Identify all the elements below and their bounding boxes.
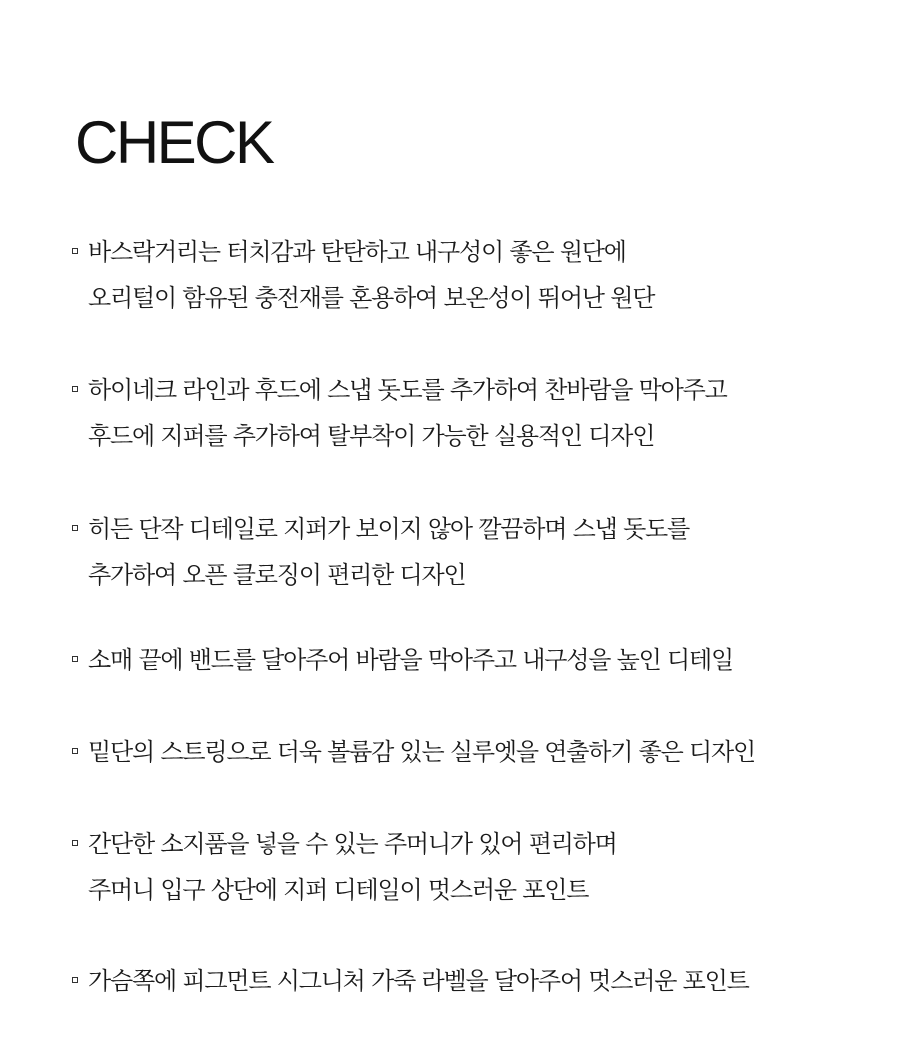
- page-title: CHECK: [75, 109, 273, 176]
- check-line: [72, 421, 872, 467]
- check-line: [72, 737, 872, 783]
- square-bullet-icon: [72, 656, 78, 662]
- check-line: [72, 283, 872, 329]
- check-line: [72, 375, 872, 421]
- square-bullet-icon: [72, 977, 78, 983]
- check-item-5: [72, 737, 872, 783]
- check-line: [72, 237, 872, 283]
- square-bullet-icon: [72, 386, 78, 392]
- check-item-4: [72, 645, 872, 691]
- check-line: [72, 875, 872, 921]
- check-line: [72, 829, 872, 875]
- check-text: 히든 단작 디테일로 지퍼가 보이지 않아 깔끔하며 스냅 돗도를: [88, 515, 690, 543]
- square-bullet-icon: [72, 748, 78, 754]
- check-text: 소매 끝에 밴드를 달아주어 바람을 막아주고 내구성을 높인 디테일: [88, 646, 733, 674]
- check-text: 밑단의 스트링으로 더욱 볼륨감 있는 실루엣을 연출하기 좋은 디자인: [88, 738, 755, 766]
- check-item-7: [72, 966, 872, 1012]
- check-text: 바스락거리는 터치감과 탄탄하고 내구성이 좋은 원단에: [88, 238, 626, 266]
- check-text: 오리털이 함유된 충전재를 혼용하여 보온성이 뛰어난 원단: [88, 284, 655, 312]
- check-text: 하이네크 라인과 후드에 스냅 돗도를 추가하여 찬바람을 막아주고: [88, 376, 727, 404]
- check-item-6: [72, 829, 872, 921]
- check-text: 추가하여 오픈 클로징이 편리한 디자인: [88, 561, 466, 589]
- check-item-1: [72, 237, 872, 329]
- square-bullet-icon: [72, 525, 78, 531]
- check-line: [72, 560, 872, 606]
- check-line: [72, 966, 872, 1012]
- check-text: 후드에 지퍼를 추가하여 탈부착이 가능한 실용적인 디자인: [88, 422, 655, 450]
- check-text: 간단한 소지품을 넣을 수 있는 주머니가 있어 편리하며: [88, 830, 617, 858]
- square-bullet-icon: [72, 248, 78, 254]
- check-item-2: [72, 375, 872, 467]
- check-line: [72, 514, 872, 560]
- square-bullet-icon: [72, 840, 78, 846]
- check-text: 주머니 입구 상단에 지퍼 디테일이 멋스러운 포인트: [88, 876, 589, 904]
- check-item-3: [72, 514, 872, 606]
- check-line: [72, 645, 872, 691]
- check-text: 가슴쪽에 피그먼트 시그니처 가죽 라벨을 달아주어 멋스러운 포인트: [88, 967, 749, 995]
